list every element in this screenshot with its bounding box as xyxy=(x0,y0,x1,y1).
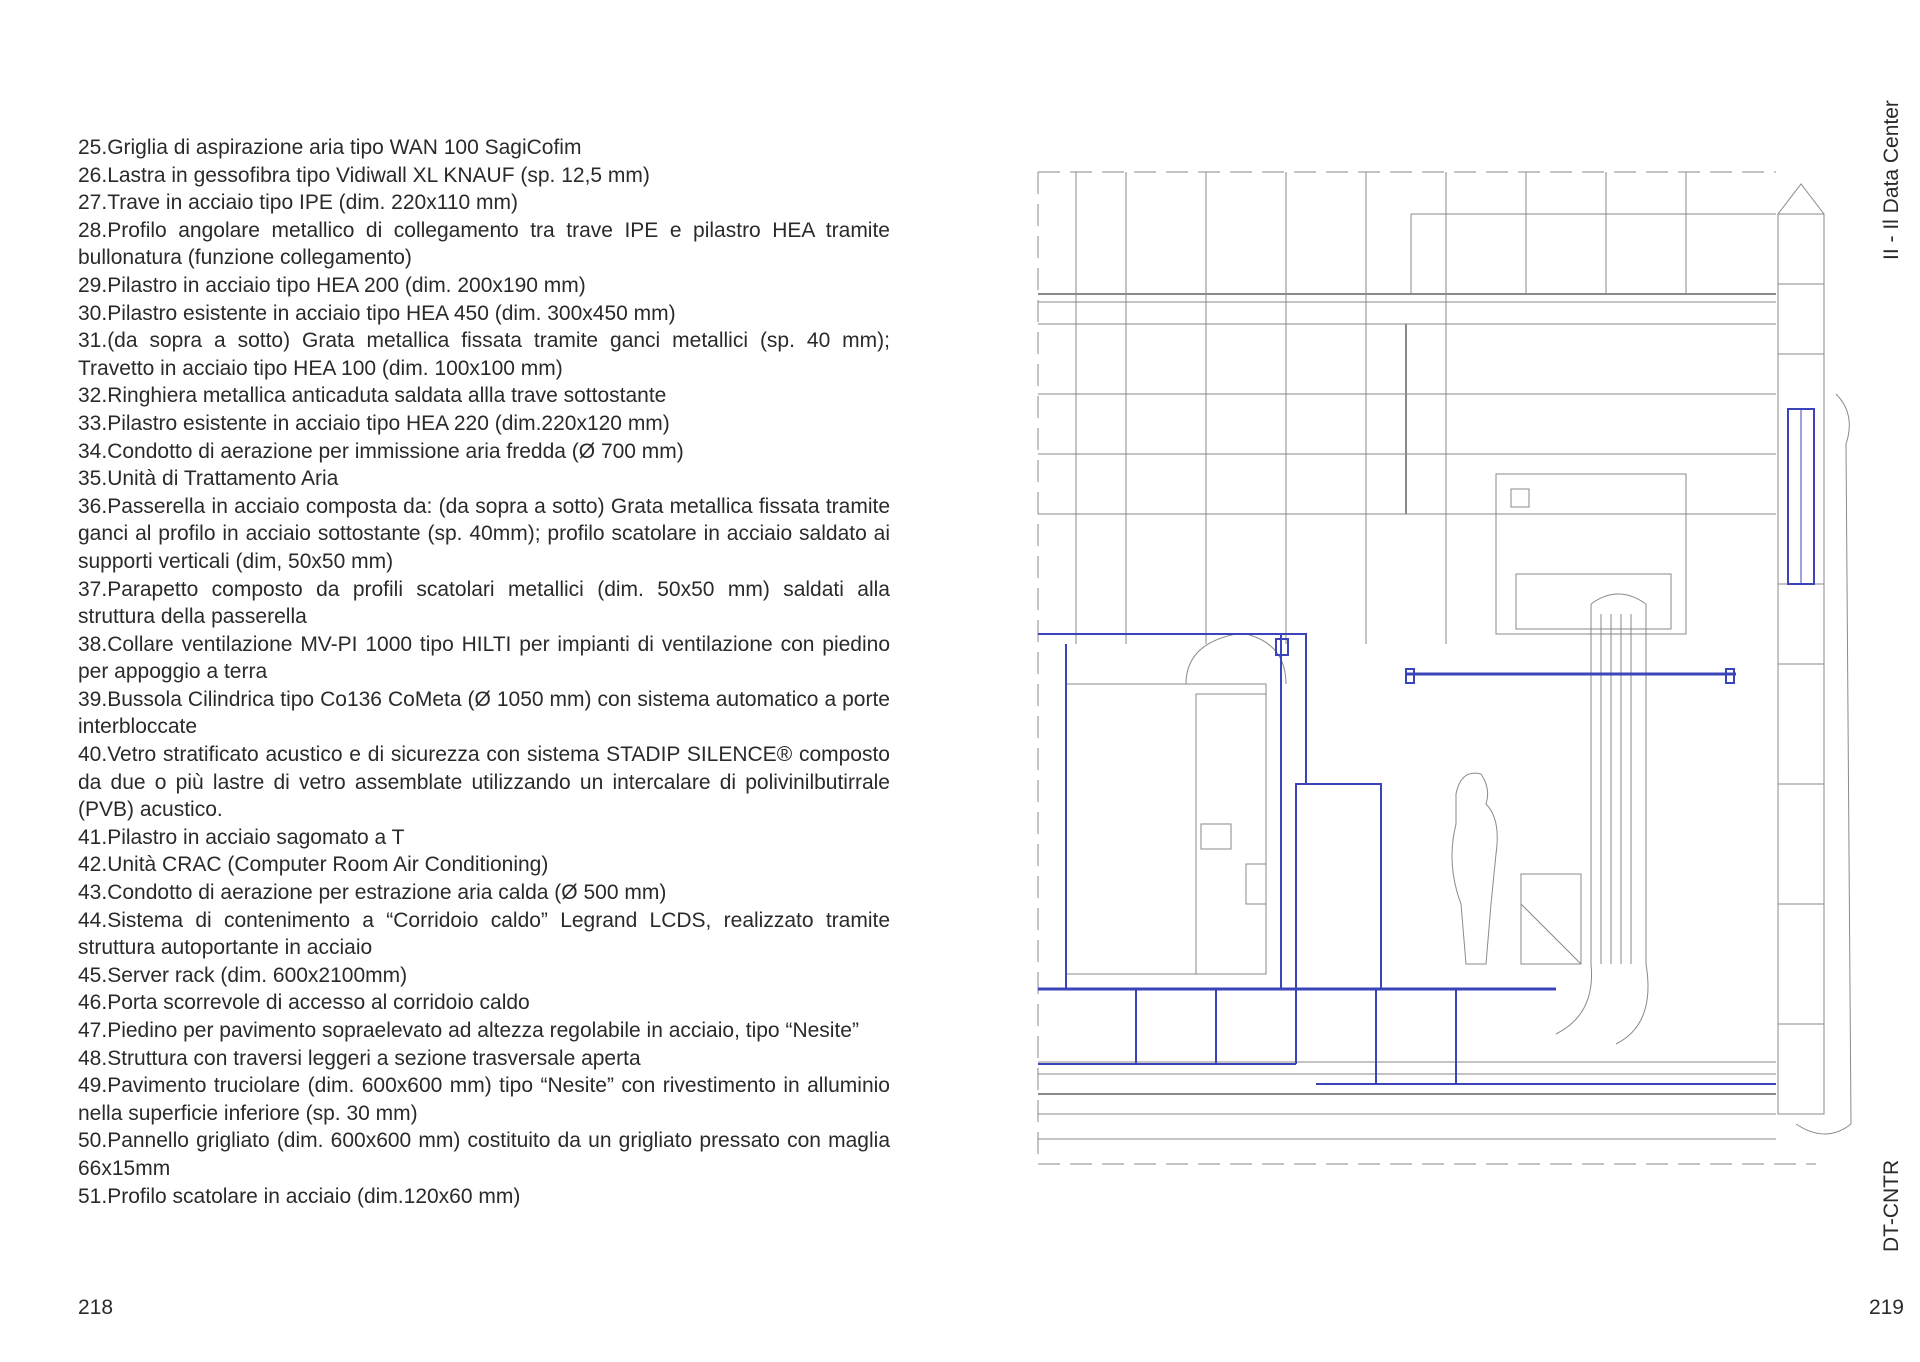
legend-item: 37.Parapetto composto da profili scatolari metallici (dim. 50x50 mm) saldati alla struttura della passerella xyxy=(78,577,890,629)
legend-item: 25.Griglia di aspirazione aria tipo WAN 100 SagiCofim xyxy=(78,136,582,159)
legend-item: 28.Profilo angolare metallico di collegamento tra trave IPE e pilastro HEA tramite bullonatura (funzione collegamento) xyxy=(78,218,890,270)
chapter-title: II - Il Data Center xyxy=(1880,100,1903,260)
legend-item: 47.Piedino per pavimento sopraelevato ad altezza regolabile in acciaio, tipo “Nesite” xyxy=(78,1019,859,1042)
legend-item: 48.Struttura con traversi leggeri a sezione trasversale aperta xyxy=(78,1046,641,1070)
legend-item: 38.Collare ventilazione MV-PI 1000 tipo HILTI per impianti di ventilazione con piedino per appoggio a terra xyxy=(78,632,890,684)
legend-item: 46.Porta scorrevole di accesso al corridoio caldo xyxy=(78,991,530,1015)
page-number-right: 219 xyxy=(1868,1296,1904,1319)
legend-item: 50.Pannello grigliato (dim. 600x600 mm) costituito da un grigliato pressato con maglia 66x15mm xyxy=(78,1129,890,1180)
legend-item: 36.Passerella in acciaio composta da: (da sopra a sotto) Grata metallica fissata tramite ganci al profilo in acciaio sottostante (sp. 40mm); profilo scatolare in acciaio saldato ai supporti verticali (dim, 50x50 mm) xyxy=(78,494,890,573)
legend-item: 33.Pilastro esistente in acciaio tipo HEA 220 (dim.220x120 mm) xyxy=(78,411,670,435)
legend-item: 39.Bussola Cilindrica tipo Co136 CoMeta (Ø 1050 mm) con sistema automatico a porte interbloccate xyxy=(78,687,890,739)
legend-item: 27.Trave in acciaio tipo IPE (dim. 220x110 mm) xyxy=(78,191,519,215)
section-drawing xyxy=(1036,164,1866,1174)
legend-item: 45.Server rack (dim. 600x2100mm) xyxy=(78,963,408,987)
legend-item: 49.Pavimento truciolare (dim. 600x600 mm) tipo “Nesite” con rivestimento in alluminio nella superficie inferiore (sp. 30 mm) xyxy=(78,1074,890,1125)
person-figure xyxy=(1452,773,1497,964)
legend-item: 42.Unità CRAC (Computer Room Air Conditioning) xyxy=(78,853,549,877)
page-number-left: 218 xyxy=(78,1296,114,1319)
legend-item: 40.Vetro stratificato acustico e di sicurezza con sistema STADIP SILENCE® composto da due o più lastre di vetro assemblate utilizzando un intercalare di polivinilbutirrale (PVB) acustico. xyxy=(78,743,890,822)
legend-item: 51.Profilo scatolare in acciaio (dim.120x60 mm) xyxy=(78,1184,521,1208)
legend-item: 41.Pilastro in acciaio sagomato a T xyxy=(78,825,405,849)
legend-item: 26.Lastra in gessofibra tipo Vidiwall XL KNAUF (sp. 12,5 mm) xyxy=(78,163,650,187)
section-code: DT-CNTR xyxy=(1880,1159,1903,1252)
crac-unit xyxy=(1066,684,1266,974)
legend-item: 32.Ringhiera metallica anticaduta saldata allla trave sottostante xyxy=(78,384,667,408)
legend-item: 43.Condotto di aerazione per estrazione aria calda (Ø 500 mm) xyxy=(78,881,667,905)
legend-item: 31.(da sopra a sotto) Grata metallica fissata tramite ganci metallici (sp. 40 mm); Travetto in acciaio tipo HEA 100 (dim. 100x100 mm) xyxy=(78,329,890,380)
legend-item: 35.Unità di Trattamento Aria xyxy=(78,467,339,491)
legend-item: 29.Pilastro in acciaio tipo HEA 200 (dim. 200x190 mm) xyxy=(78,273,586,297)
legend-list xyxy=(78,134,890,1210)
legend-item: 44.Sistema di contenimento a “Corridoio caldo” Legrand LCDS, realizzato tramite struttura autoportante in acciaio xyxy=(78,908,890,960)
legend-item: 34.Condotto di aerazione per immissione aria fredda (Ø 700 mm) xyxy=(78,439,684,463)
supply-duct xyxy=(1591,594,1646,964)
legend-item: 30.Pilastro esistente in acciaio tipo HEA 450 (dim. 300x450 mm) xyxy=(78,301,676,325)
